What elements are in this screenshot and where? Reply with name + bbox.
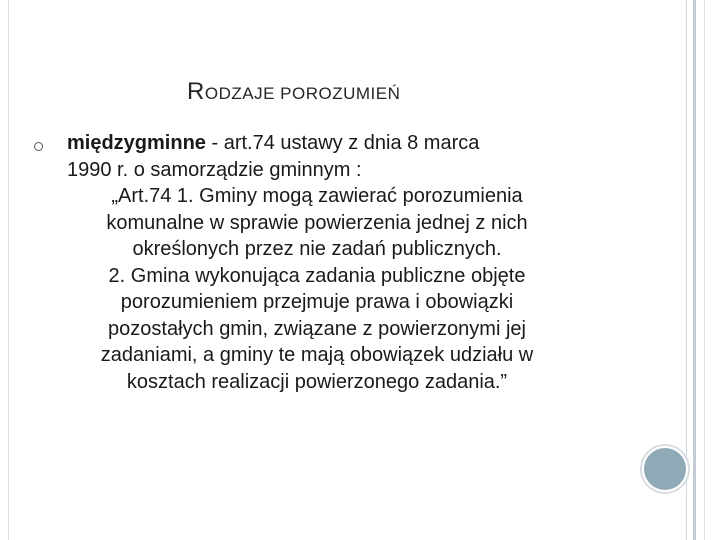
line1-rest: - art.74 ustawy z dnia 8 marca xyxy=(205,132,480,154)
frame-left-line xyxy=(8,0,9,540)
term-bold: międzygminne xyxy=(67,132,206,154)
quote-line-3: określonych przez nie zadań publicznych. xyxy=(132,238,502,260)
quote-line-5: porozumieniem przejmuje prawa i obowiązki xyxy=(120,291,514,313)
quote-line-7: zadaniami, a gminy te mają obowiązek udziału w xyxy=(100,344,534,366)
quote-line-8: kosztach realizacji powierzonego zadania.” xyxy=(126,370,508,393)
quote-line-2: komunalne w sprawie powierzenia jednej z nich xyxy=(106,211,528,234)
quote-line-6: pozostałych gmin, związane z powierzonymi jej xyxy=(108,317,526,340)
body-line-1 xyxy=(67,130,607,157)
quote-line-4: 2. Gmina wykonująca zadania publiczne objęte xyxy=(108,264,526,287)
frame-right-line-3 xyxy=(704,0,705,540)
slide-body xyxy=(67,130,607,395)
body-line-2: 1990 r. o samorządzie gminnym : xyxy=(67,158,362,181)
title-first-letter: R xyxy=(187,78,205,105)
quote-line-1: „Art.74 1. Gminy mogą zawierać porozumienia xyxy=(111,185,523,207)
title-rest: ODZAJE POROZUMIEŃ xyxy=(204,84,401,103)
frame-right-line-2 xyxy=(693,0,696,540)
decorative-circle-icon xyxy=(644,448,686,490)
hollow-circle-bullet-icon xyxy=(34,142,43,151)
slide-title xyxy=(187,78,400,106)
